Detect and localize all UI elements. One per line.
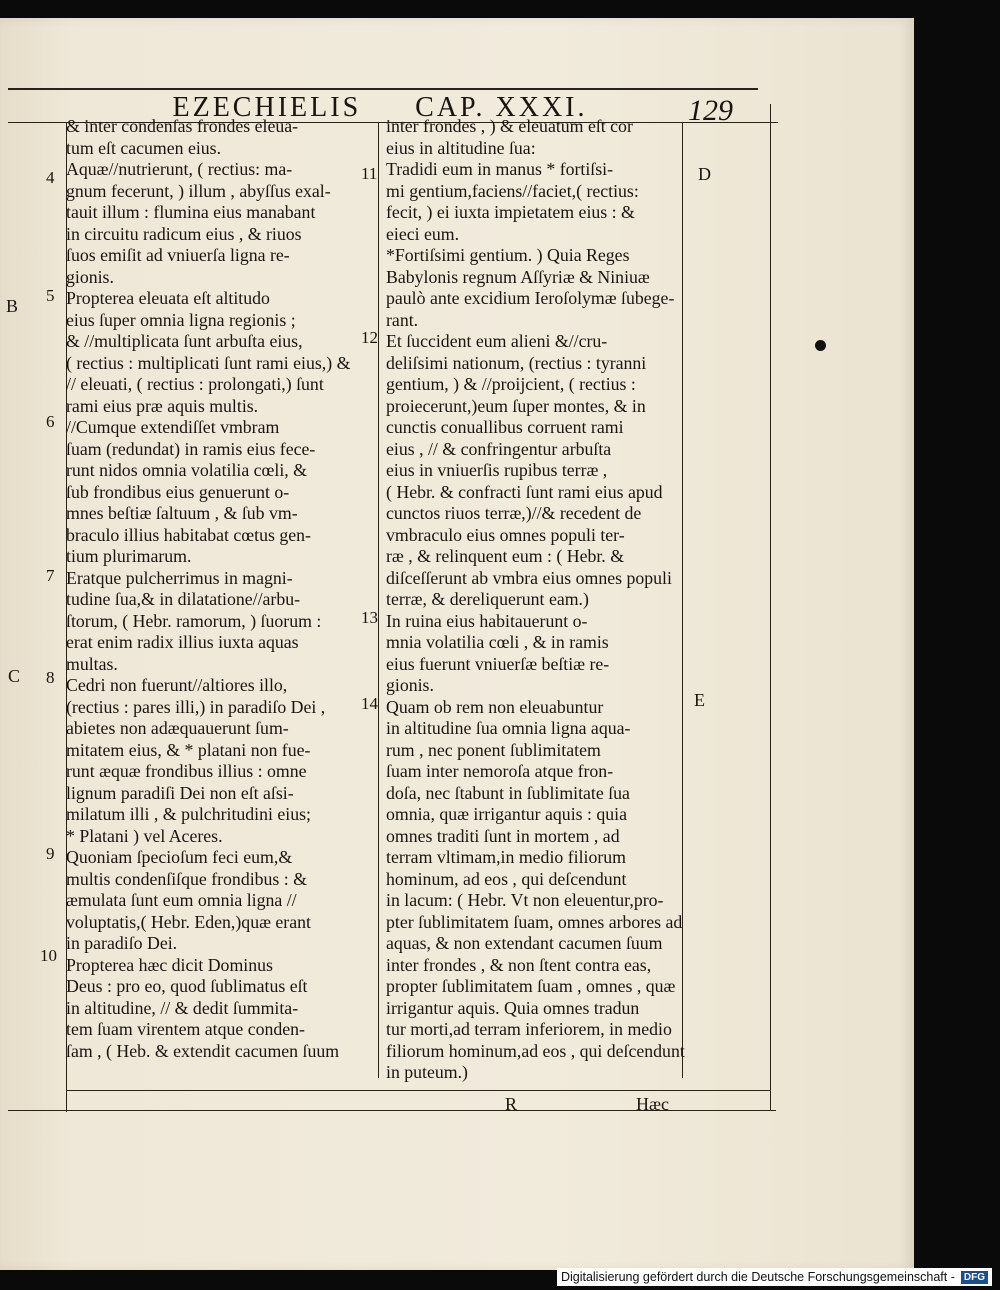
text-line: paulò ante excidium Ieroſolymæ ſubege- — [386, 288, 675, 308]
text-line: Propterea hæc dicit Dominus — [66, 954, 273, 975]
text-line: ( Hebr. & confracti ſunt rami eius apud — [386, 481, 663, 502]
text-line: tum eſt cacumen eius. — [66, 137, 222, 158]
text-line: In ruina eius habitauerunt o- — [386, 610, 588, 631]
text-line: in circuitu radicum eius , & riuos — [66, 223, 302, 244]
text-line: gentium, ) & //proijcient, ( rectius : — [386, 374, 636, 394]
running-head-chapter: CAP. XXXI. — [415, 92, 588, 123]
text-line: cunctis conuallibus corruent rami — [386, 417, 624, 437]
verse-number: 6 — [46, 412, 55, 431]
text-line: tudine ſua,& in dilatatione//arbu- — [66, 589, 301, 609]
text-line: eius fuerunt vniuerſæ beſtiæ re- — [386, 653, 610, 674]
verse-number: 14 — [361, 694, 378, 713]
verse-number: 12 — [361, 328, 378, 347]
signature-mark: R — [505, 1094, 518, 1114]
text-line: multas. — [66, 653, 118, 674]
text-line: in lacum: ( Hebr. Vt non eleuentur,pro- — [386, 890, 664, 910]
text-line: eius , // & confringentur arbuſta — [386, 438, 612, 459]
text-line: mitatem eius, & * platani non fue- — [66, 739, 311, 760]
text-line: mnes beſtiæ ſaltuum , & ſub vm- — [66, 503, 298, 523]
footer-text: Digitalisierung gefördert durch die Deutsche Forschungsgemeinschaft - — [560, 1270, 955, 1284]
text-line: runt æquæ frondibus illius : omne — [66, 761, 307, 781]
text-line: diſceſſerunt ab vmbra eius omnes populi — [386, 567, 672, 588]
catchword: Hæc — [636, 1094, 669, 1114]
dfg-logo: DFG — [961, 1271, 988, 1284]
text-line: abietes non adæquauerunt ſum- — [66, 718, 289, 738]
left-column-text — [66, 116, 374, 1062]
text-line: terræ, & dereliquerunt eam.) — [386, 589, 589, 609]
text-line: eius ſuper omnia ligna regionis ; — [66, 309, 296, 330]
text-line: mnia volatilia cœli , & in ramis — [386, 632, 609, 652]
text-line: multis condenſiſque frondibus : & — [66, 868, 308, 889]
verse-number: 8 — [46, 668, 55, 687]
text-line: pter ſublimitatem ſuam, omnes arbores ad — [386, 911, 683, 932]
margin-letter-d: D — [698, 164, 711, 184]
text-line: cunctos riuos terræ,)//& recedent de — [386, 503, 642, 523]
text-line: ſuam (redundat) in ramis eius fece- — [66, 438, 316, 459]
text-line: Cedri non fuerunt//altiores illo, — [66, 675, 288, 695]
ink-dot — [815, 340, 826, 351]
verse-number: 5 — [46, 286, 55, 305]
verse-number: 4 — [46, 168, 55, 187]
text-line: & inter condenſas frondes eleua- — [66, 116, 299, 136]
text-line: Tradidi eum in manus * fortiſsi- — [386, 159, 614, 179]
text-line: ſub frondibus eius genuerunt o- — [66, 481, 290, 502]
verse-number: 11 — [361, 164, 378, 183]
text-line: in puteum.) — [386, 1062, 468, 1082]
right-column-text — [386, 116, 685, 1084]
text-line: propter ſublimitatem ſuam , omnes , quæ — [386, 976, 676, 996]
verse-number: 9 — [46, 844, 55, 863]
text-line: ræ , & relinquent eum : ( Hebr. & — [386, 546, 625, 566]
text-line: omnes traditi ſunt in mortem , ad — [386, 825, 620, 846]
header-top-rule — [8, 88, 758, 90]
footer-rule — [66, 1090, 770, 1091]
text-line: ſuam inter nemoroſa atque fron- — [386, 761, 614, 781]
text-line: ( rectius : multiplicati ſunt rami eius,) & — [66, 352, 351, 373]
text-line: eius in vniuerſis rupibus terræ , — [386, 460, 608, 480]
text-line: gionis. — [66, 266, 114, 287]
text-line: ſtorum, ( Hebr. ramorum, ) ſuorum : — [66, 610, 322, 631]
text-line: rami eius præ aquis multis. — [66, 395, 259, 416]
text-line: in altitudine, // & dedit ſummita- — [66, 997, 299, 1018]
text-line: eius in altitudine ſua: — [386, 137, 536, 158]
verse-number: 7 — [46, 566, 55, 585]
text-line: //Cumque extendiſſet vmbram — [66, 417, 280, 437]
text-line: tium plurimarum. — [66, 546, 192, 566]
text-line: aquas, & non extendant cacumen ſuum — [386, 933, 663, 953]
text-line: Propterea eleuata eſt altitudo — [66, 288, 270, 308]
text-line: in altitudine ſua omnia ligna aqua- — [386, 718, 631, 738]
text-line: erat enim radix illius iuxta aquas — [66, 632, 299, 652]
text-line: ſuos emiſit ad vniuerſa ligna re- — [66, 245, 290, 265]
text-line: (rectius : pares illi,) in paradiſo Dei , — [66, 696, 326, 717]
verse-number: 13 — [361, 608, 378, 627]
text-line: Quoniam ſpecioſum feci eum,& — [66, 847, 293, 867]
margin-letter-c: C — [8, 666, 21, 686]
text-line: hominum, ad eos , qui deſcendunt — [386, 868, 627, 889]
column-divider-rule — [378, 122, 379, 1078]
text-line: & //multiplicata ſunt arbuſta eius, — [66, 331, 303, 351]
text-line: Quam ob rem non eleuabuntur — [386, 696, 604, 717]
text-line: Et ſuccident eum alieni &//cru- — [386, 331, 608, 351]
text-line: gionis. — [386, 675, 434, 695]
outer-right-rule — [770, 104, 771, 1110]
text-line: lignum paradiſi Dei non eſt aſsi- — [66, 782, 294, 803]
text-line: Deus : pro eo, quod ſublimatus eſt — [66, 976, 308, 996]
text-line: Babylonis regnum Aſſyriæ & Niniuæ — [386, 266, 650, 287]
book-page — [0, 18, 914, 1270]
text-line: in paradiſo Dei. — [66, 933, 178, 953]
text-line: inter frondes , & non ſtent contra eas, — [386, 954, 652, 975]
text-line: gnum fecerunt, ) illum , abyſſus exal- — [66, 180, 331, 201]
verse-number: 10 — [40, 946, 57, 965]
text-line: *Fortiſsimi gentium. ) Quia Reges — [386, 245, 630, 265]
text-line: eieci eum. — [386, 223, 460, 244]
text-line: braculo illius habitabat cœtus gen- — [66, 524, 311, 545]
text-line: omnia, quæ irrigantur aquis : quia — [386, 804, 627, 824]
page-number: 129 — [688, 94, 733, 127]
text-line: ſam , ( Heb. & extendit cacumen ſuum — [66, 1040, 340, 1061]
margin-letter-b: B — [6, 296, 19, 316]
margin-letter-e: E — [694, 690, 705, 710]
text-line: æmulata ſunt eum omnia ligna // — [66, 890, 297, 910]
text-line: Aquæ//nutrierunt, ( rectius: ma- — [66, 159, 293, 179]
text-line: tur morti,ad terram inferiorem, in medio — [386, 1019, 672, 1039]
text-line: // eleuati, ( rectius : prolongati,) ſunt — [66, 374, 324, 394]
text-line: filiorum hominum,ad eos , qui deſcendunt — [386, 1040, 685, 1061]
text-line: tauit illum : flumina eius manabant — [66, 202, 316, 222]
text-line: * Platani ) vel Aceres. — [66, 825, 223, 846]
running-head-book: EZECHIELIS — [172, 92, 362, 123]
text-line: doſa, nec ſtabunt in ſublimitate ſua — [386, 782, 630, 803]
text-line: inter frondes , ) & eleuatum eſt cor — [386, 116, 633, 136]
text-line: runt nidos omnia volatilia cœli, & — [66, 460, 308, 480]
text-line: mi gentium,faciens//faciet,( rectius: — [386, 180, 639, 201]
text-line: terram vltimam,in medio filiorum — [386, 847, 626, 867]
right-column-rule — [682, 122, 683, 1078]
text-line: fecit, ) ei iuxta impietatem eius : & — [386, 202, 635, 222]
text-line: Eratque pulcherrimus in magni- — [66, 567, 293, 588]
text-line: vmbraculo eius omnes populi ter- — [386, 524, 625, 545]
text-line: tem ſuam virentem atque conden- — [66, 1019, 305, 1039]
text-line: proiecerunt,)eum ſuper montes, & in — [386, 395, 646, 416]
text-line: rant. — [386, 309, 419, 330]
text-line: irrigantur aquis. Quia omnes tradun — [386, 997, 640, 1018]
text-line: deliſsimi nationum, (rectius : tyranni — [386, 352, 647, 373]
text-line: voluptatis,( Hebr. Eden,)quæ erant — [66, 911, 311, 932]
digitization-footer — [557, 1268, 992, 1286]
text-line: rum , nec ponent ſublimitatem — [386, 739, 601, 760]
text-line: milatum illi , & pulchritudini eius; — [66, 804, 311, 824]
